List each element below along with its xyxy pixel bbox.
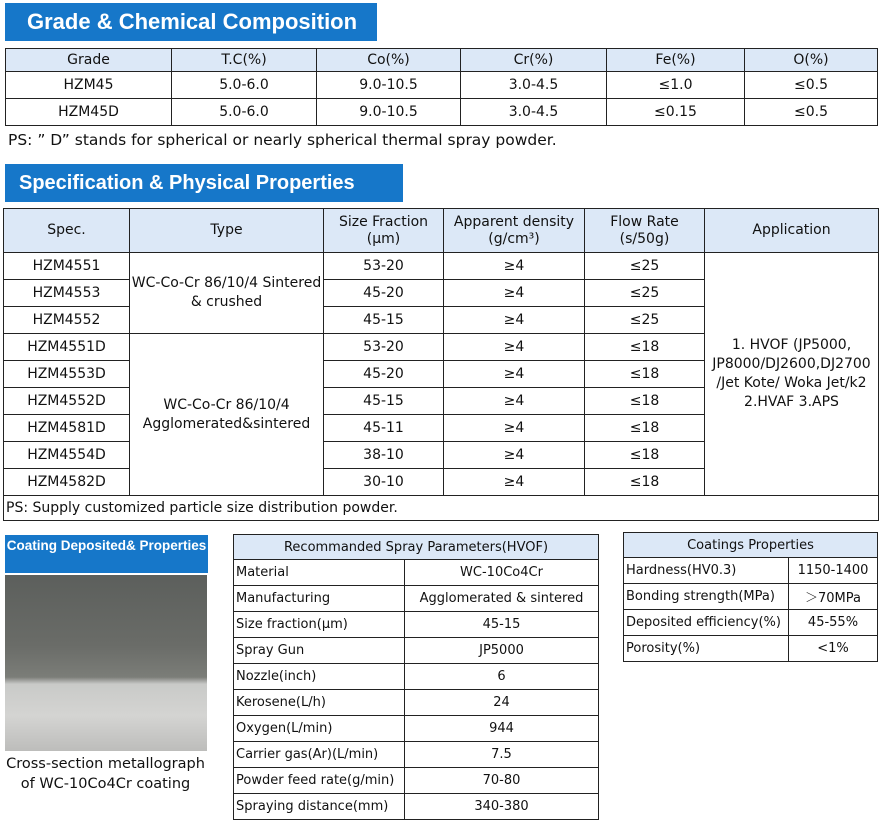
prop-value: 45-55% — [789, 610, 878, 636]
metallograph-caption: Cross-section metallograph of WC-10Co4Cr coating — [6, 756, 205, 792]
param-value: 7.5 — [405, 742, 599, 768]
cell-flow: ≤18 — [585, 361, 705, 388]
specification-note: PS: Supply customized particle size distribution powder. — [4, 496, 879, 521]
metallograph-image — [5, 575, 207, 751]
cell: 9.0-10.5 — [317, 72, 461, 99]
specification-table — [3, 208, 879, 521]
cell-size: 45-15 — [324, 388, 444, 415]
param-label: Size fraction(μm) — [234, 612, 405, 638]
param-value: 70-80 — [405, 768, 599, 794]
table-row — [234, 742, 599, 768]
prop-label: Bonding strength(MPa) — [624, 584, 789, 610]
param-value: 340-380 — [405, 794, 599, 820]
param-label: Powder feed rate(g/min) — [234, 768, 405, 794]
table-header-row — [234, 535, 599, 560]
cell-spec: HZM4582D — [4, 469, 130, 496]
section-title-specification: Specification & Physical Properties — [5, 164, 403, 202]
cell-flow: ≤18 — [585, 442, 705, 469]
param-value: Agglomerated & sintered — [405, 586, 599, 612]
cell-type-agglomerated: WC-Co-Cr 86/10/4 Agglomerated&sintered — [130, 334, 324, 496]
param-value: 24 — [405, 690, 599, 716]
cell-density: ≥4 — [444, 334, 585, 361]
cell-spec: HZM4551D — [4, 334, 130, 361]
table-row — [624, 584, 878, 610]
param-label: Manufacturing — [234, 586, 405, 612]
table-row — [234, 716, 599, 742]
table-row — [234, 560, 599, 586]
param-label: Oxygen(L/min) — [234, 716, 405, 742]
cell-density: ≥4 — [444, 415, 585, 442]
header-density: Apparent density (g/cm³) — [444, 209, 585, 253]
param-value: WC-10Co4Cr — [405, 560, 599, 586]
param-value: 6 — [405, 664, 599, 690]
table-header-row — [6, 49, 878, 72]
table-row — [624, 636, 878, 662]
cell: HZM45 — [6, 72, 172, 99]
header-flow: Flow Rate (s/50g) — [585, 209, 705, 253]
cell: 5.0-6.0 — [172, 72, 317, 99]
header-size: Size Fraction (μm) — [324, 209, 444, 253]
header-type: Type — [130, 209, 324, 253]
cell-size: 45-11 — [324, 415, 444, 442]
spray-parameters-title: Recommanded Spray Parameters(HVOF) — [234, 535, 599, 560]
table-row — [234, 690, 599, 716]
table-row — [234, 586, 599, 612]
table-row — [234, 768, 599, 794]
cell-density: ≥4 — [444, 469, 585, 496]
cell-flow: ≤18 — [585, 469, 705, 496]
cell: ≤0.15 — [607, 99, 745, 126]
table-header-row — [624, 533, 878, 558]
cell-density: ≥4 — [444, 307, 585, 334]
header-o: O(%) — [745, 49, 878, 72]
cell-spec: HZM4581D — [4, 415, 130, 442]
table-row — [234, 664, 599, 690]
prop-label: Hardness(HV0.3) — [624, 558, 789, 584]
param-label: Spraying distance(mm) — [234, 794, 405, 820]
param-label: Carrier gas(Ar)(L/min) — [234, 742, 405, 768]
table-header-row — [4, 209, 879, 253]
cell-size: 30-10 — [324, 469, 444, 496]
cell-density: ≥4 — [444, 280, 585, 307]
cell-flow: ≤25 — [585, 253, 705, 280]
cell-density: ≥4 — [444, 361, 585, 388]
table-row — [6, 99, 878, 126]
cell-size: 53-20 — [324, 334, 444, 361]
cell: ≤0.5 — [745, 99, 878, 126]
header-spec: Spec. — [4, 209, 130, 253]
cell: ≤0.5 — [745, 72, 878, 99]
prop-value: ＞70MPa — [789, 584, 878, 610]
section-title-composition: Grade & Chemical Composition — [5, 3, 377, 41]
header-fe: Fe(%) — [607, 49, 745, 72]
prop-value: 1150-1400 — [789, 558, 878, 584]
cell-spec: HZM4552D — [4, 388, 130, 415]
cell: 3.0-4.5 — [461, 72, 607, 99]
table-row — [6, 72, 878, 99]
cell-density: ≥4 — [444, 442, 585, 469]
param-label: Material — [234, 560, 405, 586]
cell-application: 1. HVOF (JP5000, JP8000/DJ2600,DJ2700 /Jet Kote/ Woka Jet/k2 2.HVAF 3.APS — [705, 253, 879, 496]
coatings-properties-table — [623, 532, 878, 662]
cell: 9.0-10.5 — [317, 99, 461, 126]
param-label: Nozzle(inch) — [234, 664, 405, 690]
cell-size: 45-15 — [324, 307, 444, 334]
header-co: Co(%) — [317, 49, 461, 72]
header-cr: Cr(%) — [461, 49, 607, 72]
cell-size: 38-10 — [324, 442, 444, 469]
table-row — [4, 253, 879, 280]
table-row — [234, 612, 599, 638]
prop-value: <1% — [789, 636, 878, 662]
cell-flow: ≤18 — [585, 334, 705, 361]
cell-size: 45-20 — [324, 280, 444, 307]
header-application: Application — [705, 209, 879, 253]
table-note-row — [4, 496, 879, 521]
param-label: Kerosene(L/h) — [234, 690, 405, 716]
prop-label: Deposited efficiency(%) — [624, 610, 789, 636]
table-row — [234, 638, 599, 664]
table-row — [624, 558, 878, 584]
param-value: 944 — [405, 716, 599, 742]
cell-spec: HZM4554D — [4, 442, 130, 469]
header-tc: T.C(%) — [172, 49, 317, 72]
cell-flow: ≤18 — [585, 415, 705, 442]
cell: 5.0-6.0 — [172, 99, 317, 126]
composition-note: PS: ” D” stands for spherical or nearly spherical thermal spray powder. — [8, 131, 557, 149]
param-value: JP5000 — [405, 638, 599, 664]
section-title-coating: Coating Deposited& Properties — [5, 535, 208, 573]
cell-flow: ≤25 — [585, 280, 705, 307]
cell: 3.0-4.5 — [461, 99, 607, 126]
cell-flow: ≤25 — [585, 307, 705, 334]
cell: ≤1.0 — [607, 72, 745, 99]
header-grade: Grade — [6, 49, 172, 72]
cell-spec: HZM4553 — [4, 280, 130, 307]
cell-spec: HZM4551 — [4, 253, 130, 280]
table-row — [624, 610, 878, 636]
table-row — [234, 794, 599, 820]
cell: HZM45D — [6, 99, 172, 126]
param-value: 45-15 — [405, 612, 599, 638]
cell-size: 45-20 — [324, 361, 444, 388]
cell-size: 53-20 — [324, 253, 444, 280]
prop-label: Porosity(%) — [624, 636, 789, 662]
coatings-properties-title: Coatings Properties — [624, 533, 878, 558]
cell-density: ≥4 — [444, 388, 585, 415]
cell-type-sintered: WC-Co-Cr 86/10/4 Sintered & crushed — [130, 253, 324, 334]
cell-spec: HZM4553D — [4, 361, 130, 388]
param-label: Spray Gun — [234, 638, 405, 664]
cell-density: ≥4 — [444, 253, 585, 280]
cell-spec: HZM4552 — [4, 307, 130, 334]
cell-flow: ≤18 — [585, 388, 705, 415]
composition-table — [5, 48, 878, 126]
spray-parameters-table — [233, 534, 599, 820]
